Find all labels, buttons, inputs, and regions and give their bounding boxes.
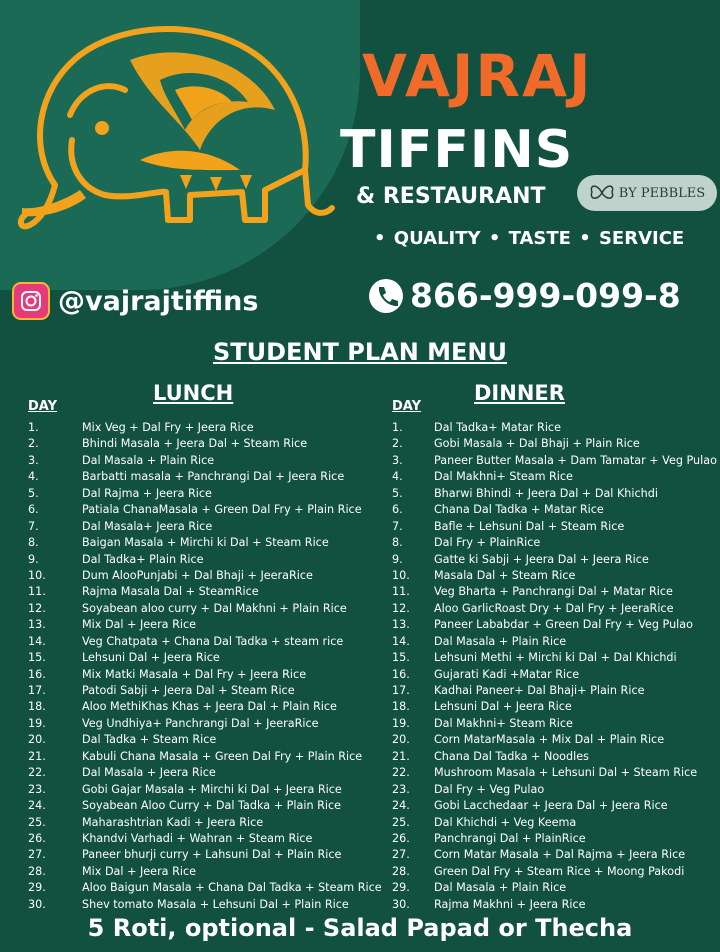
- dinner-dish: Paneer Butter Masala + Dam Tamatar + Veg Pulao: [434, 453, 717, 467]
- lunch-item: [28, 469, 388, 485]
- dinner-day-number: 5.: [392, 486, 403, 500]
- lunch-dish: Mix Veg + Dal Fry + Jeera Rice: [82, 421, 254, 434]
- dinner-day-number: 16.: [392, 667, 410, 681]
- brand-restaurant: & RESTAURANT: [356, 184, 546, 209]
- lunch-item: [28, 864, 388, 880]
- lunch-list: [28, 420, 388, 913]
- dinner-day-number: 8.: [392, 536, 403, 550]
- dinner-item: [392, 765, 718, 781]
- dinner-dish: Dal Fry + PlainRice: [434, 536, 541, 550]
- dinner-day-number: 12.: [392, 601, 410, 615]
- dinner-item: [392, 798, 718, 814]
- dinner-dish: Dal Tadka+ Matar Rice: [434, 421, 561, 434]
- lunch-item: [28, 732, 388, 748]
- lunch-dish: Soyabean Aloo Curry + Dal Tadka + Plain Rice: [82, 799, 342, 813]
- dinner-day-number: 11.: [392, 585, 410, 599]
- lunch-item: [28, 453, 388, 469]
- lunch-item: [28, 568, 388, 584]
- dinner-dish: Dal Makhni+ Steam Rice: [434, 470, 573, 484]
- dinner-dish: Aloo GarlicRoast Dry + Dal Fry + JeeraRice: [434, 601, 674, 615]
- lunch-day-number: 29.: [28, 881, 46, 895]
- lunch-dish: Bhindi Masala + Jeera Dal + Steam Rice: [82, 437, 308, 451]
- lunch-item: [28, 502, 388, 518]
- lunch-item: [28, 831, 388, 847]
- dinner-item: [392, 667, 718, 683]
- dinner-dish: Rajma Makhni + Jeera Rice: [434, 897, 586, 911]
- lunch-item: [28, 716, 388, 732]
- dinner-item: [392, 601, 718, 617]
- lunch-day-number: 20.: [28, 733, 46, 747]
- lunch-dish: Barbatti masala + Panchrangi Dal + Jeera Rice: [82, 470, 345, 484]
- lunch-day-number: 1.: [28, 421, 39, 434]
- dinner-item: [392, 535, 718, 551]
- dinner-dish: Lehsuni Dal + Jeera Rice: [434, 700, 572, 714]
- dinner-item: [392, 469, 718, 485]
- dinner-day-number: 15.: [392, 651, 410, 665]
- dinner-item: [392, 519, 718, 535]
- lunch-dish: Dal Rajma + Jeera Rice: [82, 486, 212, 500]
- dinner-dish: Veg Bharta + Panchrangi Dal + Matar Rice: [434, 585, 673, 599]
- dinner-day-number: 14.: [392, 634, 410, 648]
- dinner-item: [392, 699, 718, 715]
- lunch-item: [28, 650, 388, 666]
- lunch-dish: Soyabean aloo curry + Dal Makhni + Plain Rice: [82, 601, 347, 615]
- dinner-dish: Mushroom Masala + Lehsuni Dal + Steam Rice: [434, 766, 698, 780]
- dinner-item: [392, 683, 718, 699]
- lunch-day-number: 3.: [28, 453, 39, 467]
- dinner-item: [392, 486, 718, 502]
- dinner-item: [392, 584, 718, 600]
- lunch-day-number: 14.: [28, 634, 46, 648]
- dinner-dish: Dal Masala + Plain Rice: [434, 634, 567, 648]
- lunch-item: [28, 749, 388, 765]
- lunch-day-number: 17.: [28, 684, 46, 697]
- dinner-dish: Dal Fry + Veg Pulao: [434, 782, 545, 796]
- lunch-dish: Dal Tadka+ Plain Rice: [82, 552, 204, 566]
- lunch-dish: Mix Matki Masala + Dal Fry + Jeera Rice: [82, 667, 307, 681]
- dinner-day-number: 17.: [392, 684, 410, 697]
- dinner-dish: Bharwi Bhindi + Jeera Dal + Dal Khichdi: [434, 486, 658, 500]
- dinner-day-number: 21.: [392, 749, 410, 763]
- dinner-day-label: DAY: [392, 399, 422, 414]
- lunch-day-label: DAY: [28, 399, 58, 414]
- dinner-day-number: 4.: [392, 470, 403, 484]
- dinner-day-number: 3.: [392, 453, 403, 467]
- instagram-handle: @vajrajtiffins: [58, 285, 259, 317]
- butterfly-icon: [589, 183, 615, 203]
- lunch-dish: Veg Undhiya+ Panchrangi Dal + JeeraRice: [82, 716, 319, 730]
- lunch-dish: Dal Masala + Plain Rice: [82, 453, 215, 467]
- lunch-day-number: 19.: [28, 716, 46, 730]
- dinner-item: [392, 568, 718, 584]
- dinner-day-number: 13.: [392, 618, 410, 632]
- partner-badge: [577, 175, 717, 211]
- dinner-item: [392, 453, 718, 469]
- dinner-dish: Corn Matar Masala + Dal Rajma + Jeera Rice: [434, 848, 686, 862]
- lunch-item: [28, 420, 388, 436]
- lunch-dish: Maharashtrian Kadi + Jeera Rice: [82, 815, 264, 829]
- dinner-item: [392, 732, 718, 748]
- dinner-dish: Gatte ki Sabji + Jeera Dal + Jeera Rice: [434, 552, 649, 566]
- dinner-list: [392, 420, 718, 913]
- phone-icon: [368, 278, 404, 314]
- lunch-dish: Paneer bhurji curry + Lahsuni Dal + Plain Rice: [82, 848, 342, 862]
- dinner-day-number: 20.: [392, 733, 410, 747]
- dinner-item: [392, 650, 718, 666]
- lunch-item: [28, 436, 388, 452]
- lunch-day-number: 22.: [28, 766, 46, 780]
- dinner-day-number: 29.: [392, 881, 410, 895]
- dinner-dish: Green Dal Fry + Steam Rice + Moong Pakodi: [434, 864, 685, 878]
- brand-name: VAJRAJ: [362, 42, 593, 110]
- lunch-dish: Dal Masala+ Jeera Rice: [82, 519, 213, 533]
- phone-number: 866-999-099-8: [410, 276, 681, 315]
- lunch-item: [28, 798, 388, 814]
- dinner-item: [392, 782, 718, 798]
- dinner-day-number: 2.: [392, 437, 403, 451]
- dinner-dish: Gobi Masala + Dal Bhaji + Plain Rice: [434, 437, 640, 451]
- dinner-item: [392, 502, 718, 518]
- menu-title: STUDENT PLAN MENU: [212, 338, 508, 366]
- lunch-day-number: 13.: [28, 618, 46, 632]
- lunch-day-number: 10.: [28, 568, 46, 582]
- lunch-item: [28, 765, 388, 781]
- lunch-dish: Kabuli Chana Masala + Green Dal Fry + Plain Rice: [82, 749, 363, 763]
- dinner-day-number: 7.: [392, 519, 403, 533]
- dinner-item: [392, 436, 718, 452]
- lunch-day-number: 28.: [28, 864, 46, 878]
- dinner-item: [392, 634, 718, 650]
- lunch-day-number: 26.: [28, 831, 46, 845]
- dinner-dish: Dal Masala + Plain Rice: [434, 881, 567, 895]
- dinner-dish: Lehsuni Methi + Mirchi ki Dal + Dal Khichdi: [434, 651, 677, 665]
- lunch-item: [28, 815, 388, 831]
- lunch-day-number: 24.: [28, 799, 46, 813]
- dinner-item: [392, 847, 718, 863]
- dinner-day-number: 26.: [392, 831, 410, 845]
- lunch-day-number: 30.: [28, 897, 46, 911]
- dinner-item: [392, 815, 718, 831]
- lunch-dish: Aloo Baigun Masala + Chana Dal Tadka + Steam Rice: [82, 881, 382, 895]
- dinner-day-number: 27.: [392, 848, 410, 862]
- dinner-day-number: 22.: [392, 766, 410, 780]
- dinner-item: [392, 897, 718, 913]
- lunch-item: [28, 584, 388, 600]
- lunch-dish: Patiala ChanaMasala + Green Dal Fry + Plain Rice: [82, 503, 362, 517]
- lunch-day-number: 23.: [28, 782, 46, 796]
- lunch-day-number: 27.: [28, 848, 46, 862]
- lunch-day-number: 5.: [28, 486, 39, 500]
- lunch-day-number: 6.: [28, 503, 39, 517]
- lunch-item: [28, 699, 388, 715]
- elephant-logo-icon: [10, 20, 340, 260]
- instagram-contact[interactable]: [12, 282, 258, 320]
- partner-label: BY PEBBLES: [618, 185, 706, 201]
- lunch-dish: Shev tomato Masala + Lehsuni Dal + Plain Rice: [82, 897, 349, 911]
- dinner-day-number: 28.: [392, 864, 410, 878]
- dinner-item: [392, 864, 718, 880]
- lunch-dish: Lehsuni Dal + Jeera Rice: [82, 651, 220, 665]
- lunch-item: [28, 683, 388, 699]
- dinner-item: [392, 749, 718, 765]
- lunch-item: [28, 617, 388, 633]
- lunch-item: [28, 601, 388, 617]
- dinner-dish: Corn MatarMasala + Mix Dal + Plain Rice: [434, 733, 665, 747]
- dinner-item: [392, 420, 718, 436]
- brand-subtitle: TIFFINS: [340, 120, 574, 180]
- dinner-dish: Masala Dal + Steam Rice: [434, 568, 576, 582]
- instagram-icon: [12, 282, 50, 320]
- lunch-day-number: 11.: [28, 585, 46, 599]
- lunch-item: [28, 782, 388, 798]
- lunch-dish: Baigan Masala + Mirchi ki Dal + Steam Rice: [82, 536, 329, 550]
- dinner-day-number: 24.: [392, 799, 410, 813]
- lunch-day-number: 16.: [28, 667, 46, 681]
- lunch-item: [28, 897, 388, 913]
- lunch-item: [28, 486, 388, 502]
- dinner-item: [392, 831, 718, 847]
- lunch-item: [28, 880, 388, 896]
- dinner-day-number: 25.: [392, 815, 410, 829]
- dinner-day-number: 23.: [392, 782, 410, 796]
- dinner-dish: Kadhai Paneer+ Dal Bhaji+ Plain Rice: [434, 684, 645, 697]
- lunch-day-number: 12.: [28, 601, 46, 615]
- dinner-item: [392, 552, 718, 568]
- dinner-dish: Dal Makhni+ Steam Rice: [434, 716, 573, 730]
- dinner-dish: Dal Khichdi + Veg Keema: [434, 815, 577, 829]
- dinner-day-number: 10.: [392, 568, 410, 582]
- dinner-item: [392, 880, 718, 896]
- tagline: • QUALITY • TASTE • SERVICE: [374, 228, 685, 249]
- lunch-dish: Veg Chatpata + Chana Dal Tadka + steam rice: [82, 634, 344, 648]
- dinner-dish: Panchrangi Dal + PlainRice: [434, 831, 586, 845]
- lunch-item: [28, 519, 388, 535]
- lunch-day-number: 7.: [28, 519, 39, 533]
- lunch-dish: Dal Masala + Jeera Rice: [82, 766, 216, 780]
- lunch-dish: Gobi Gajar Masala + Mirchi ki Dal + Jeera Rice: [82, 782, 342, 796]
- lunch-dish: Aloo MethiKhas Khas + Jeera Dal + Plain Rice: [82, 700, 337, 714]
- lunch-item: [28, 634, 388, 650]
- lunch-day-number: 9.: [28, 552, 39, 566]
- dinner-dish: Chana Dal Tadka + Noodles: [434, 749, 589, 763]
- lunch-item: [28, 535, 388, 551]
- dinner-title: DINNER: [474, 381, 565, 405]
- dinner-dish: Paneer Lababdar + Green Dal Fry + Veg Pulao: [434, 618, 693, 632]
- dinner-day-number: 6.: [392, 503, 403, 517]
- dinner-day-number: 9.: [392, 552, 403, 566]
- lunch-day-number: 8.: [28, 536, 39, 550]
- dinner-day-number: 19.: [392, 716, 410, 730]
- dinner-day-number: 30.: [392, 897, 410, 911]
- lunch-title: LUNCH: [153, 381, 234, 405]
- lunch-dish: Dum AlooPunjabi + Dal Bhaji + JeeraRice: [82, 568, 313, 582]
- dinner-dish: Gobi Lacchedaar + Jeera Dal + Jeera Rice: [434, 799, 668, 813]
- lunch-dish: Mix Dal + Jeera Rice: [82, 618, 196, 632]
- lunch-day-number: 2.: [28, 437, 39, 451]
- dinner-dish: Bafle + Lehsuni Dal + Steam Rice: [434, 519, 625, 533]
- lunch-item: [28, 847, 388, 863]
- lunch-dish: Rajma Masala Dal + SteamRice: [82, 585, 259, 599]
- dinner-dish: Chana Dal Tadka + Matar Rice: [434, 503, 604, 517]
- lunch-item: [28, 552, 388, 568]
- footer-note: 5 Roti, optional - Salad Papad or Thecha: [87, 914, 633, 942]
- lunch-day-number: 18.: [28, 700, 46, 714]
- lunch-dish: Patodi Sabji + Jeera Dal + Steam Rice: [82, 684, 295, 697]
- lunch-dish: Khandvi Varhadi + Wahran + Steam Rice: [82, 831, 313, 845]
- lunch-day-number: 4.: [28, 470, 39, 484]
- lunch-day-number: 15.: [28, 651, 46, 665]
- dinner-item: [392, 617, 718, 633]
- lunch-day-number: 21.: [28, 749, 46, 763]
- dinner-item: [392, 716, 718, 732]
- dinner-day-number: 18.: [392, 700, 410, 714]
- dinner-dish: Gujarati Kadi +Matar Rice: [434, 667, 580, 681]
- dinner-day-number: 1.: [392, 421, 403, 434]
- lunch-day-number: 25.: [28, 815, 46, 829]
- phone-contact[interactable]: [368, 276, 681, 315]
- lunch-item: [28, 667, 388, 683]
- lunch-dish: Dal Tadka + Steam Rice: [82, 733, 217, 747]
- lunch-dish: Mix Dal + Jeera Rice: [82, 864, 196, 878]
